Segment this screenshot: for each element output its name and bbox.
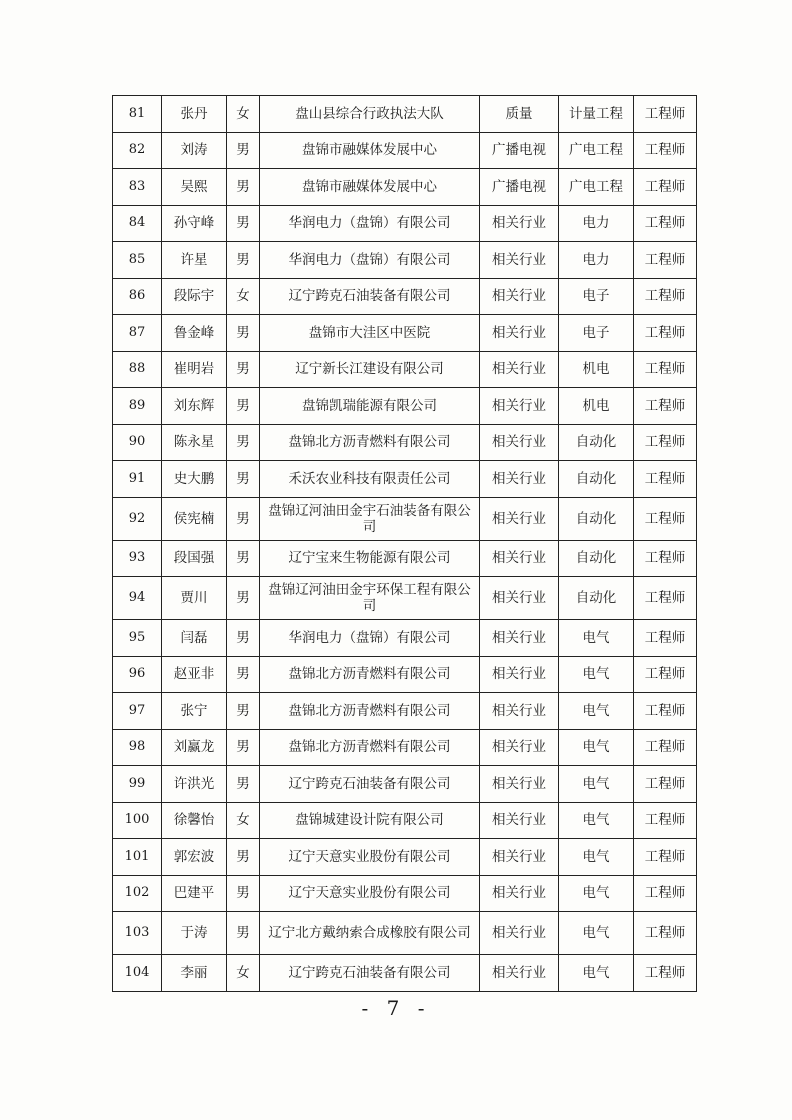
cell-organization: 华润电力（盘锦）有限公司 [260, 205, 480, 242]
cell-field: 相关行业 [480, 278, 559, 315]
cell-organization: 辽宁跨克石油装备有限公司 [260, 955, 480, 992]
table-row [113, 424, 697, 461]
cell-gender: 女 [227, 955, 260, 992]
cell-field: 相关行业 [480, 242, 559, 279]
roster-body [113, 96, 697, 992]
cell-title: 工程师 [634, 278, 697, 315]
cell-organization: 盘锦辽河油田金宇石油装备有限公司 [260, 497, 480, 540]
cell-title: 工程师 [634, 540, 697, 577]
cell-title: 工程师 [634, 693, 697, 730]
cell-number: 84 [113, 205, 162, 242]
cell-gender: 男 [227, 388, 260, 425]
table-row [113, 540, 697, 577]
cell-number: 100 [113, 802, 162, 839]
cell-title: 工程师 [634, 620, 697, 657]
cell-field: 相关行业 [480, 955, 559, 992]
cell-field: 相关行业 [480, 205, 559, 242]
cell-number: 92 [113, 497, 162, 540]
cell-name: 李丽 [162, 955, 227, 992]
cell-number: 93 [113, 540, 162, 577]
cell-title: 工程师 [634, 729, 697, 766]
cell-specialty: 电气 [559, 955, 634, 992]
cell-organization: 辽宁跨克石油装备有限公司 [260, 766, 480, 803]
cell-number: 89 [113, 388, 162, 425]
table-row [113, 242, 697, 279]
cell-organization: 盘锦北方沥青燃料有限公司 [260, 693, 480, 730]
cell-name: 刘东辉 [162, 388, 227, 425]
table-row [113, 497, 697, 540]
cell-field: 广播电视 [480, 132, 559, 169]
cell-organization: 辽宁天意实业股份有限公司 [260, 875, 480, 912]
cell-name: 许星 [162, 242, 227, 279]
cell-number: 88 [113, 351, 162, 388]
cell-gender: 男 [227, 766, 260, 803]
table-row [113, 656, 697, 693]
cell-gender: 男 [227, 242, 260, 279]
table-row [113, 278, 697, 315]
cell-specialty: 自动化 [559, 461, 634, 498]
table-row [113, 729, 697, 766]
table-row [113, 620, 697, 657]
cell-organization: 禾沃农业科技有限责任公司 [260, 461, 480, 498]
cell-specialty: 机电 [559, 388, 634, 425]
cell-specialty: 自动化 [559, 497, 634, 540]
cell-title: 工程师 [634, 766, 697, 803]
cell-organization: 盘锦凯瑞能源有限公司 [260, 388, 480, 425]
table-row [113, 839, 697, 876]
cell-gender: 男 [227, 875, 260, 912]
cell-name: 段国强 [162, 540, 227, 577]
cell-number: 85 [113, 242, 162, 279]
cell-title: 工程师 [634, 205, 697, 242]
cell-field: 相关行业 [480, 388, 559, 425]
cell-field: 质量 [480, 96, 559, 133]
cell-specialty: 电气 [559, 839, 634, 876]
cell-title: 工程师 [634, 351, 697, 388]
cell-organization: 华润电力（盘锦）有限公司 [260, 242, 480, 279]
cell-gender: 女 [227, 96, 260, 133]
cell-title: 工程师 [634, 132, 697, 169]
cell-specialty: 电气 [559, 875, 634, 912]
cell-title: 工程师 [634, 169, 697, 206]
table-row [113, 205, 697, 242]
cell-field: 相关行业 [480, 802, 559, 839]
table-row [113, 693, 697, 730]
cell-gender: 男 [227, 540, 260, 577]
cell-number: 98 [113, 729, 162, 766]
cell-gender: 男 [227, 656, 260, 693]
cell-field: 相关行业 [480, 766, 559, 803]
cell-specialty: 电气 [559, 802, 634, 839]
cell-name: 崔明岩 [162, 351, 227, 388]
cell-name: 于涛 [162, 912, 227, 955]
cell-field: 相关行业 [480, 577, 559, 620]
cell-organization: 盘锦北方沥青燃料有限公司 [260, 656, 480, 693]
cell-name: 孙守峰 [162, 205, 227, 242]
cell-specialty: 电气 [559, 620, 634, 657]
cell-name: 刘涛 [162, 132, 227, 169]
cell-field: 相关行业 [480, 875, 559, 912]
cell-name: 陈永星 [162, 424, 227, 461]
cell-title: 工程师 [634, 497, 697, 540]
cell-specialty: 电子 [559, 278, 634, 315]
cell-gender: 男 [227, 424, 260, 461]
cell-specialty: 广电工程 [559, 132, 634, 169]
table-row [113, 388, 697, 425]
cell-number: 82 [113, 132, 162, 169]
cell-field: 相关行业 [480, 461, 559, 498]
cell-organization: 盘锦市融媒体发展中心 [260, 132, 480, 169]
cell-name: 刘赢龙 [162, 729, 227, 766]
cell-number: 96 [113, 656, 162, 693]
cell-title: 工程师 [634, 461, 697, 498]
cell-number: 94 [113, 577, 162, 620]
cell-organization: 辽宁跨克石油装备有限公司 [260, 278, 480, 315]
cell-field: 相关行业 [480, 729, 559, 766]
cell-gender: 男 [227, 351, 260, 388]
cell-specialty: 机电 [559, 351, 634, 388]
cell-gender: 男 [227, 729, 260, 766]
cell-number: 86 [113, 278, 162, 315]
cell-organization: 盘山县综合行政执法大队 [260, 96, 480, 133]
table-row [113, 461, 697, 498]
cell-name: 张宁 [162, 693, 227, 730]
table-row [113, 875, 697, 912]
cell-field: 相关行业 [480, 315, 559, 352]
cell-field: 相关行业 [480, 497, 559, 540]
cell-number: 97 [113, 693, 162, 730]
cell-gender: 男 [227, 169, 260, 206]
table-row [113, 912, 697, 955]
cell-name: 徐馨怡 [162, 802, 227, 839]
cell-specialty: 电气 [559, 912, 634, 955]
cell-organization: 盘锦辽河油田金宇环保工程有限公司 [260, 577, 480, 620]
cell-gender: 男 [227, 132, 260, 169]
cell-number: 91 [113, 461, 162, 498]
cell-name: 郭宏波 [162, 839, 227, 876]
cell-gender: 男 [227, 839, 260, 876]
cell-specialty: 电气 [559, 766, 634, 803]
cell-specialty: 电气 [559, 693, 634, 730]
cell-organization: 盘锦市融媒体发展中心 [260, 169, 480, 206]
cell-title: 工程师 [634, 424, 697, 461]
cell-name: 侯宪楠 [162, 497, 227, 540]
cell-title: 工程师 [634, 839, 697, 876]
cell-gender: 男 [227, 912, 260, 955]
cell-title: 工程师 [634, 802, 697, 839]
cell-name: 史大鹏 [162, 461, 227, 498]
cell-title: 工程师 [634, 955, 697, 992]
cell-gender: 男 [227, 497, 260, 540]
cell-name: 鲁金峰 [162, 315, 227, 352]
table-row [113, 766, 697, 803]
cell-field: 相关行业 [480, 839, 559, 876]
table-row [113, 132, 697, 169]
cell-number: 99 [113, 766, 162, 803]
cell-specialty: 电子 [559, 315, 634, 352]
cell-specialty: 自动化 [559, 424, 634, 461]
cell-number: 95 [113, 620, 162, 657]
cell-name: 张丹 [162, 96, 227, 133]
cell-title: 工程师 [634, 96, 697, 133]
cell-gender: 女 [227, 278, 260, 315]
table-row [113, 169, 697, 206]
table-row [113, 802, 697, 839]
cell-gender: 男 [227, 205, 260, 242]
cell-number: 90 [113, 424, 162, 461]
table-row [113, 577, 697, 620]
cell-organization: 辽宁宝来生物能源有限公司 [260, 540, 480, 577]
cell-name: 吴熙 [162, 169, 227, 206]
cell-field: 相关行业 [480, 540, 559, 577]
cell-organization: 辽宁北方戴纳索合成橡胶有限公司 [260, 912, 480, 955]
cell-title: 工程师 [634, 656, 697, 693]
cell-field: 相关行业 [480, 656, 559, 693]
cell-title: 工程师 [634, 388, 697, 425]
cell-field: 相关行业 [480, 351, 559, 388]
cell-number: 87 [113, 315, 162, 352]
cell-gender: 男 [227, 315, 260, 352]
cell-specialty: 广电工程 [559, 169, 634, 206]
cell-number: 83 [113, 169, 162, 206]
table-row [113, 351, 697, 388]
cell-name: 段际宇 [162, 278, 227, 315]
cell-number: 81 [113, 96, 162, 133]
cell-gender: 女 [227, 802, 260, 839]
cell-gender: 男 [227, 577, 260, 620]
cell-title: 工程师 [634, 875, 697, 912]
cell-organization: 盘锦城建设计院有限公司 [260, 802, 480, 839]
cell-specialty: 自动化 [559, 577, 634, 620]
cell-organization: 盘锦北方沥青燃料有限公司 [260, 729, 480, 766]
cell-title: 工程师 [634, 577, 697, 620]
cell-organization: 盘锦北方沥青燃料有限公司 [260, 424, 480, 461]
cell-organization: 辽宁新长江建设有限公司 [260, 351, 480, 388]
table-row [113, 96, 697, 133]
cell-number: 104 [113, 955, 162, 992]
cell-number: 102 [113, 875, 162, 912]
roster-table [112, 95, 697, 992]
cell-number: 103 [113, 912, 162, 955]
cell-field: 相关行业 [480, 912, 559, 955]
cell-number: 101 [113, 839, 162, 876]
cell-name: 巴建平 [162, 875, 227, 912]
cell-field: 相关行业 [480, 620, 559, 657]
cell-specialty: 自动化 [559, 540, 634, 577]
table-row [113, 955, 697, 992]
cell-name: 闫磊 [162, 620, 227, 657]
cell-specialty: 电力 [559, 242, 634, 279]
cell-name: 贾川 [162, 577, 227, 620]
cell-name: 许洪光 [162, 766, 227, 803]
cell-title: 工程师 [634, 912, 697, 955]
cell-field: 相关行业 [480, 424, 559, 461]
cell-name: 赵亚非 [162, 656, 227, 693]
cell-specialty: 电力 [559, 205, 634, 242]
cell-title: 工程师 [634, 315, 697, 352]
cell-organization: 辽宁天意实业股份有限公司 [260, 839, 480, 876]
table-row [113, 315, 697, 352]
cell-specialty: 电气 [559, 656, 634, 693]
cell-gender: 男 [227, 620, 260, 657]
page-number: - 7 - [361, 996, 431, 1020]
cell-gender: 男 [227, 461, 260, 498]
cell-organization: 盘锦市大洼区中医院 [260, 315, 480, 352]
cell-organization: 华润电力（盘锦）有限公司 [260, 620, 480, 657]
cell-gender: 男 [227, 693, 260, 730]
cell-specialty: 电气 [559, 729, 634, 766]
cell-field: 相关行业 [480, 693, 559, 730]
cell-specialty: 计量工程 [559, 96, 634, 133]
cell-field: 广播电视 [480, 169, 559, 206]
cell-title: 工程师 [634, 242, 697, 279]
